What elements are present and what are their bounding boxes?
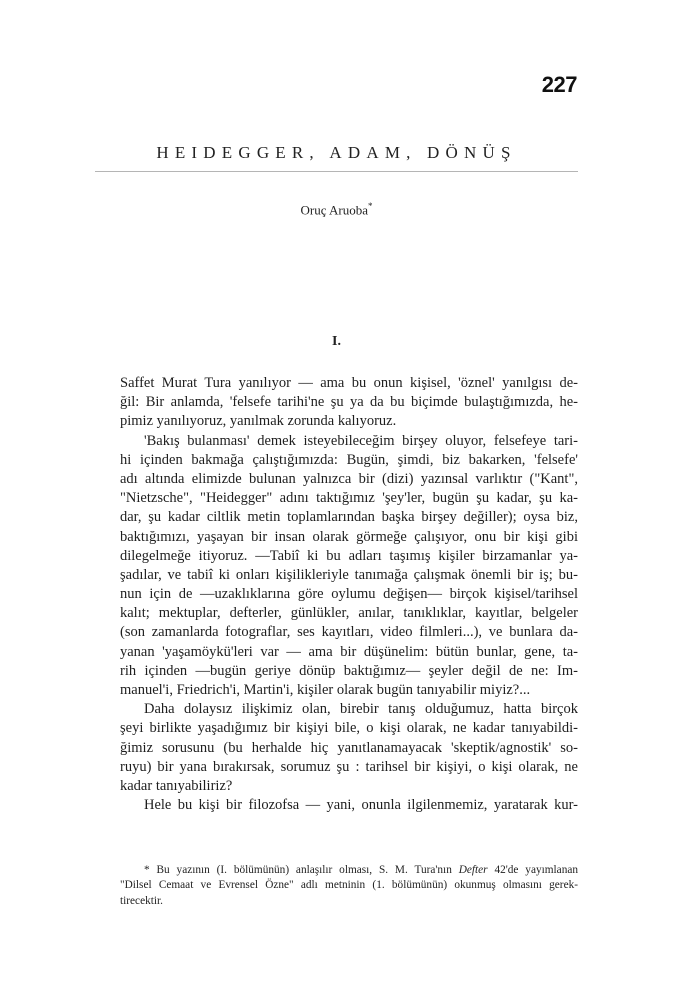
body-line: ruyu) bir yana bırakırsak, sorumuz şu : tarihsel bir kişiyi, o kişi olarak, ne xyxy=(120,758,578,775)
author-footnote-mark: * xyxy=(368,201,373,211)
body-line: 'Bakış bulanması' demek isteyebileceğim birşey oluyor, felsefeye tari- xyxy=(144,432,578,449)
body-line: pimiz yanılıyoruz, yanılmak zorunda kalıyoruz. xyxy=(120,413,397,430)
body-line: rih içinden —bugün geriye dönüp baktığımız— şeyler değil de ne: Im- xyxy=(120,662,578,679)
page-number: 227 xyxy=(541,72,577,97)
body-line: ğil: Bir anlamda, 'felsefe tarihi'ne şu ya da bu biçimde bulaştığımızda, he- xyxy=(120,394,578,411)
body-text xyxy=(120,374,578,815)
body-line: kalıt; mektuplar, defterler, günlükler, anılar, tanıklıklar, kayıtlar, belgeler xyxy=(120,605,578,622)
article-title: HEIDEGGER, ADAM, DÖNÜŞ xyxy=(156,143,517,162)
body-line: Saffet Murat Tura yanılıyor — ama bu onun kişisel, 'öznel' yanılgısı de- xyxy=(120,375,578,391)
author-name: Oruç Aruoba xyxy=(300,202,368,218)
body-line: dilegelmeğe itiyoruz. —Tabiî ki bu adları taşımış kişiler birzamanlar ya- xyxy=(120,547,578,564)
body-line: dar, şu kadar ciltlik metin toplamlarından başka birşey değiller); oysa biz, xyxy=(120,509,578,526)
footnote-line: tirecektir. xyxy=(120,894,163,907)
body-line: adı altında elimizde bulunan yalnızca bir (dizi) yazınsal varlıktır ("Kant", xyxy=(120,470,578,487)
body-line: kadar tanıyabiliriz? xyxy=(120,777,233,794)
footnote-line xyxy=(120,863,578,878)
body-line: şeyi birlikte yaşadığımız bir kişiyi bile, o kişi olarak, ne kadar tanıyabildi- xyxy=(120,720,578,737)
title-divider xyxy=(95,171,578,172)
footnote-text-part1: Bu yazının (I. bölümünün) anlaşılır olması, S. M. Tura'nın xyxy=(156,864,452,876)
body-line: "Nietzsche", "Heidegger" adını taktığımız 'şey'ler, bugün şu kadar, şu ka- xyxy=(120,490,578,507)
author-line xyxy=(95,201,578,218)
body-line: nun için de —uzaklıklarına göre oylumu değişen— birçok kişisel/tarihsel xyxy=(120,586,578,603)
body-line: Daha dolaysız ilişkimiz olan, birebir tanış olduğumuz, hatta birçok xyxy=(144,701,578,718)
footnote-text-part2: 42'de yayımlanan xyxy=(494,864,578,876)
footnote xyxy=(120,863,578,909)
body-line: Hele bu kişi bir filozofsa — yani, onunla ilgilenmemiz, yaratarak kur- xyxy=(144,797,578,814)
body-line: baktığımızı, yaşayan bir insan olarak görmeğe çalışıyor, onu bir kişi gibi xyxy=(120,528,578,545)
body-line: şadılar, ve tabiî ki onları kişilikleriyle tanımağa çalışmak önemli bir iş; bu- xyxy=(120,566,578,583)
section-heading: I. xyxy=(332,334,341,349)
body-line: yanan 'yaşamöykü'leri var — ama bir düşünelim: bütün bunlar, gene, ta- xyxy=(120,643,578,660)
body-line: (son zamanlarda fotograflar, ses kayıtları, video filmleri...), ve bunlara da- xyxy=(120,624,578,641)
footnote-journal-title: Defter xyxy=(458,864,488,876)
footnote-mark: * xyxy=(144,864,150,876)
body-line: manuel'i, Friedrich'i, Martin'i, kişiler olarak bugün tanıyabilir miyiz?... xyxy=(120,682,531,698)
body-line: hi içinden bakmağa çalıştığımızda: Bugün, şimdi, biz bakarken, 'felsefe' xyxy=(120,451,578,468)
body-line: ğimiz sorusunu (bu herhalde hiç yanıtlanamayacak 'skeptik/agnostik' so- xyxy=(120,739,578,756)
footnote-line: "Dilsel Cemaat ve Evrensel Özne" adlı metninin (1. bölümünün) okunmuş olmasını gerek- xyxy=(120,879,578,892)
